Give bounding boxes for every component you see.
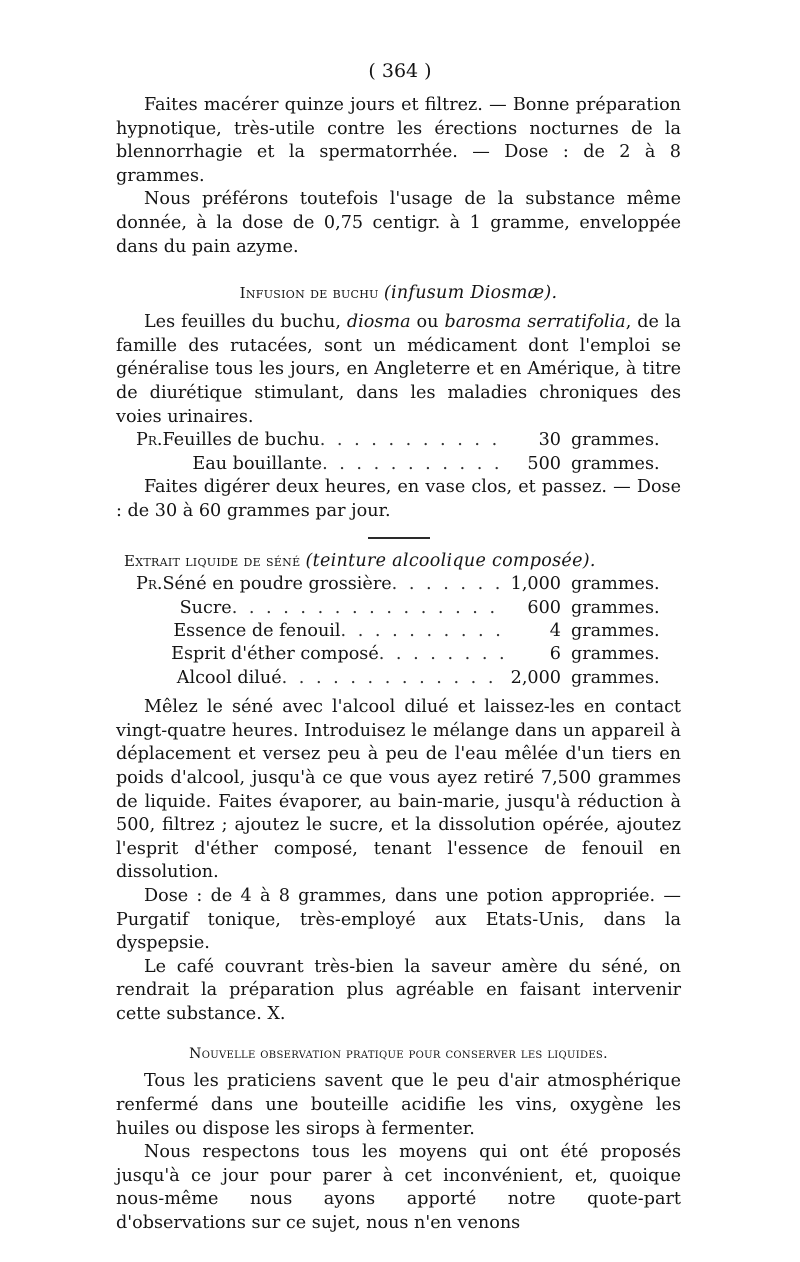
paragraph-preference: Nous préférons toutefois l'usage de la substance même donnée, à la dose de 0,75 centigr. à 1 gramme, enveloppée dans du pain azyme.: [116, 189, 681, 257]
ingredient-qty: 1,000: [510, 574, 561, 595]
ingredient-qty: 500: [527, 453, 561, 474]
recipe-buchu: [116, 429, 681, 476]
recipe-row: [116, 643, 681, 666]
section-heading-observation: Nouvelle observation pratique pour conserver les liquides.: [189, 1046, 608, 1063]
recipe-sene: [116, 573, 681, 690]
heading-sene-caps: Extrait liquide de séné: [124, 552, 301, 571]
rx-label: Pr.: [136, 430, 163, 451]
ingredient-qty: 2,000: [510, 667, 561, 688]
ingredient-name: Feuilles de buchu: [162, 430, 320, 451]
ingredient-unit: grammes.: [571, 574, 660, 595]
heading-sene-italic: (teinture alcoolique composée).: [305, 551, 596, 572]
ingredient-name: Séné en poudre grossière: [162, 574, 392, 595]
ingredient-unit: grammes.: [571, 453, 660, 474]
leader-dots: [341, 620, 503, 643]
page-number: ( 364 ): [368, 60, 432, 82]
ingredient-unit: grammes.: [571, 597, 660, 618]
recipe-row: [116, 620, 681, 643]
leader-dots: [320, 429, 503, 452]
paragraph-sene-cafe: Le café couvrant très-bien la saveur amère du séné, on rendrait la préparation plus agréable en faisant intervenir cette substance. X.: [116, 956, 681, 1024]
ingredient-unit: grammes.: [571, 644, 660, 665]
ingredient-qty: 4: [549, 620, 561, 641]
text-fragment: , de la famille des rutacées, sont un médicament dont l'emploi se généralise tous les jours, en Angleterre et en Amérique, à titre de diurétique stimulant, dans les maladies chroniques des voies urinaires.: [116, 312, 682, 427]
text-fragment: Les feuilles du buchu,: [144, 312, 347, 333]
ingredient-name: Essence de fenouil: [173, 620, 341, 641]
paragraph-sene-method: Mêlez le séné avec l'alcool dilué et laissez-les en contact vingt-quatre heures. Introduisez le mélange dans un appareil à déplacement et versez peu à peu de l'eau mêlée d'un tiers en poids d'alcool, jusqu'à ce que vous ayez retiré 7,500 grammes de liquide. Faites évaporer, au bain-marie, jusqu'à réduction à 500, filtrez ; ajoutez le sucre, et la dissolution opérée, ajoutez l'esprit d'éther composé, tenant l'essence de fenouil en dissolution.: [116, 697, 681, 883]
paragraph-maceration: Faites macérer quinze jours et filtrez. — Bonne préparation hypnotique, très-utile contre les érections nocturnes de la blennorrhagie et la spermatorrhée. — Dose : de 2 à 8 grammes.: [116, 95, 681, 186]
section-heading-sene: [116, 549, 681, 573]
ingredient-name: Eau bouillante: [192, 453, 323, 474]
leader-dots: [322, 453, 503, 476]
paragraph-buchu-dose: Faites digérer deux heures, en vase clos, et passez. — Dose : de 30 à 60 grammes par jour.: [116, 476, 681, 521]
ingredient-qty: 6: [549, 644, 561, 665]
recipe-row: [116, 453, 681, 476]
ingredient-unit: grammes.: [571, 620, 660, 641]
recipe-row: [116, 429, 681, 452]
recipe-row: [116, 667, 681, 690]
ingredient-qty: 600: [527, 597, 561, 618]
paragraph-buchu-description: [116, 311, 681, 429]
paragraph-observation-1: Tous les praticiens savent que le peu d'air atmosphérique renfermé dans une bouteille acidifie les vins, oxygène les huiles ou dispose les sirops à fermenter.: [116, 1071, 681, 1139]
heading-buchu-caps: Infusion de buchu: [239, 284, 379, 303]
paragraph-sene-dose: Dose : de 4 à 8 grammes, dans une potion appropriée. — Purgatif tonique, très-employé aux Etats-Unis, dans la dyspepsie.: [116, 885, 681, 954]
paragraph-observation-2: Nous respectons tous les moyens qui ont été proposés jusqu'à ce jour pour parer à cet inconvénient, et, quoique nous-même nous ayons apporté notre quote-part d'observations sur ce sujet, nous n'en venons: [116, 1142, 681, 1234]
leader-dots: [379, 643, 503, 666]
recipe-row: [116, 597, 681, 620]
leader-dots: [232, 597, 503, 620]
section-heading-buchu: [116, 281, 681, 305]
ingredient-qty: 30: [538, 430, 561, 451]
recipe-row: [116, 573, 681, 596]
italic-term-diosma: diosma: [346, 312, 411, 333]
leader-dots: [282, 667, 503, 690]
ingredient-name: Alcool dilué: [176, 667, 282, 688]
heading-buchu-italic: (infusum Diosmæ).: [383, 283, 558, 304]
text-fragment: ou: [410, 312, 445, 333]
rx-label: Pr.: [136, 574, 163, 595]
leader-dots: [392, 573, 503, 596]
page-body: [116, 94, 681, 1236]
ingredient-unit: grammes.: [571, 667, 660, 688]
ingredient-unit: grammes.: [571, 430, 660, 451]
italic-term-barosma: barosma serratifolia: [444, 312, 626, 333]
section-divider: [368, 537, 430, 539]
ingredient-name: Esprit d'éther composé: [171, 644, 379, 665]
ingredient-name: Sucre: [179, 597, 232, 618]
